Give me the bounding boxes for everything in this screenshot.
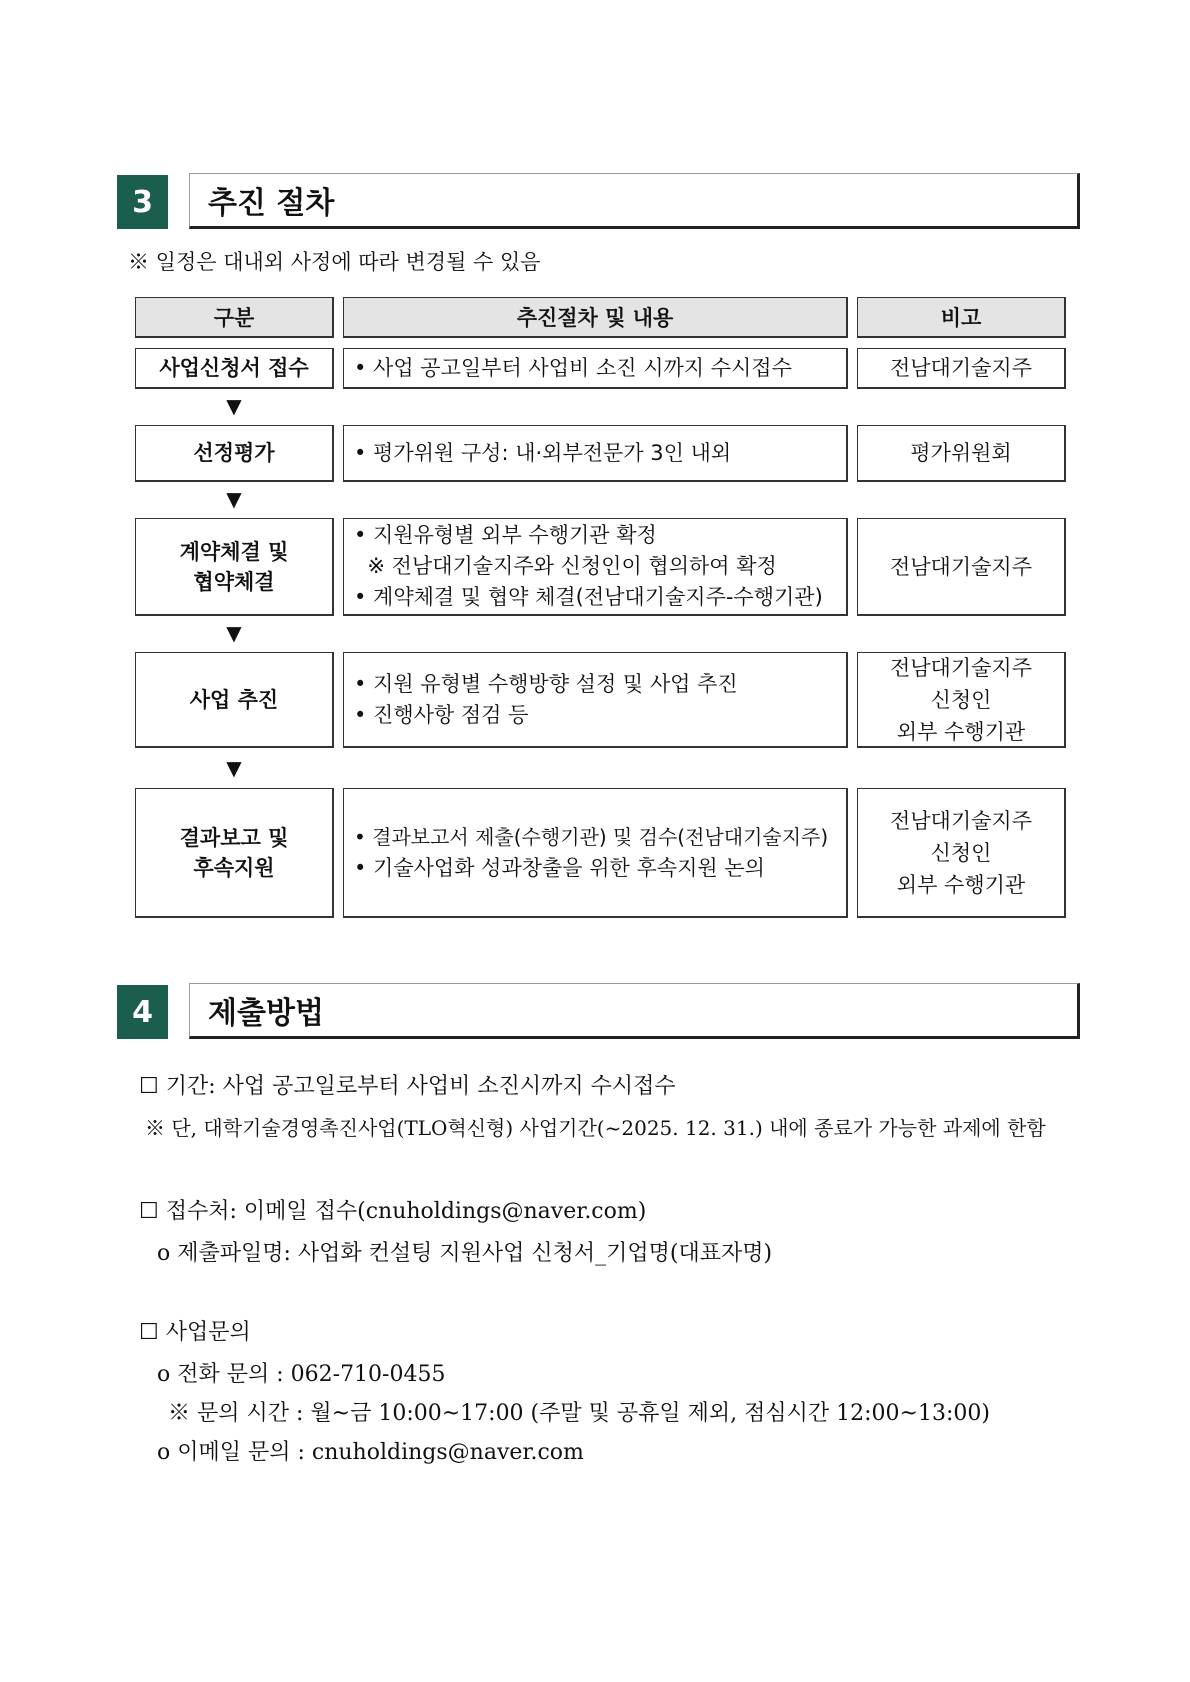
submission-receipt: ☐ 접수처: 이메일 접수(cnuholdings@naver.com) (139, 1199, 647, 1224)
section-title-text: 제출방법 (208, 996, 324, 1031)
content-line: • 결과보고서 제출(수행기관) 및 검수(전남대기술지주) (354, 824, 829, 849)
remark-line: 평가위원회 (910, 441, 1012, 465)
content-line: • 계약체결 및 협약 체결(전남대기술지주-수행기관) (354, 585, 823, 609)
table-row-remark (857, 425, 1066, 482)
section-number: 4 (117, 985, 168, 1039)
table-row-content (343, 652, 848, 748)
stage-label: 결과보고 및 (179, 825, 289, 850)
table-row-remark (857, 788, 1066, 918)
section-title (189, 983, 1080, 1039)
remark-line: 전남대기술지주 (889, 655, 1032, 680)
section-title-text: 추진 절차 (208, 186, 335, 221)
inquiry-hours: ※ 문의 시간 : 월~금 10:00~17:00 (주말 및 공휴일 제외, 점심시간 12:00~13:00) (168, 1401, 990, 1426)
header-content: 추진절차 및 내용 (343, 297, 848, 338)
stage-label: 후속지원 (193, 855, 275, 880)
table-row-content (343, 348, 848, 389)
stage-label: 협약체결 (193, 569, 275, 594)
table-row-remark (857, 518, 1066, 616)
table-row-stage (135, 788, 334, 918)
stage-label: 선정평가 (193, 441, 275, 465)
content-line: • 진행사항 점검 등 (354, 702, 529, 727)
remark-line: 전남대기술지주 (889, 554, 1032, 579)
table-row-stage (135, 348, 334, 389)
content-line: • 지원 유형별 수행방향 설정 및 사업 추진 (354, 671, 738, 696)
inquiry-phone: o 전화 문의 : 062-710-0455 (157, 1362, 446, 1387)
flow-arrow-icon: ▼ (226, 487, 242, 511)
remark-line: 외부 수행기관 (896, 872, 1026, 897)
stage-label: 사업 추진 (189, 687, 279, 712)
table-row-stage (135, 425, 334, 482)
table-row-content (343, 425, 848, 482)
remark-line: 신청인 (930, 840, 992, 865)
submission-period: ☐ 기간: 사업 공고일로부터 사업비 소진시까지 수시접수 (139, 1074, 676, 1099)
flow-arrow-icon: ▼ (226, 394, 242, 418)
content-line: • 평가위원 구성: 내·외부전문가 3인 내외 (354, 440, 732, 465)
table-row-remark (857, 652, 1066, 748)
remark-line: 전남대기술지주 (889, 808, 1032, 833)
table-row-content (343, 518, 848, 616)
header-remark: 비고 (857, 297, 1066, 338)
stage-label: 계약체결 및 (179, 539, 289, 564)
table-row-remark (857, 348, 1066, 389)
content-line: • 사업 공고일부터 사업비 소진 시까지 수시접수 (354, 355, 792, 380)
content-line: • 기술사업화 성과창출을 위한 후속지원 논의 (354, 855, 765, 880)
table-row-stage (135, 518, 334, 616)
flow-arrow-icon: ▼ (226, 621, 242, 645)
submission-filename: o 제출파일명: 사업화 컨설팅 지원사업 신청서_기업명(대표자명) (157, 1241, 773, 1266)
content-line: ※ 전남대기술지주와 신청인이 협의하여 확정 (354, 554, 777, 578)
stage-label: 사업신청서 접수 (159, 356, 309, 380)
schedule-note: ※ 일정은 대내외 사정에 따라 변경될 수 있음 (128, 250, 541, 274)
header-stage: 구분 (135, 297, 334, 338)
submission-period-note: ※ 단, 대학기술경영촉진사업(TLO혁신형) 사업기간(~2025. 12. 31.) 내에 종료가 가능한 과제에 한함 (145, 1116, 1046, 1140)
table-row-content (343, 788, 848, 918)
remark-line: 전남대기술지주 (889, 356, 1032, 380)
section-number: 3 (117, 175, 168, 229)
inquiry-heading: ☐ 사업문의 (139, 1320, 251, 1345)
section-title (189, 173, 1080, 229)
flow-arrow-icon: ▼ (226, 756, 242, 780)
remark-line: 신청인 (930, 687, 992, 712)
table-row-stage (135, 652, 334, 748)
inquiry-email: o 이메일 문의 : cnuholdings@naver.com (157, 1440, 584, 1465)
content-line: • 지원유형별 외부 수행기관 확정 (354, 523, 657, 547)
remark-line: 외부 수행기관 (896, 719, 1026, 744)
